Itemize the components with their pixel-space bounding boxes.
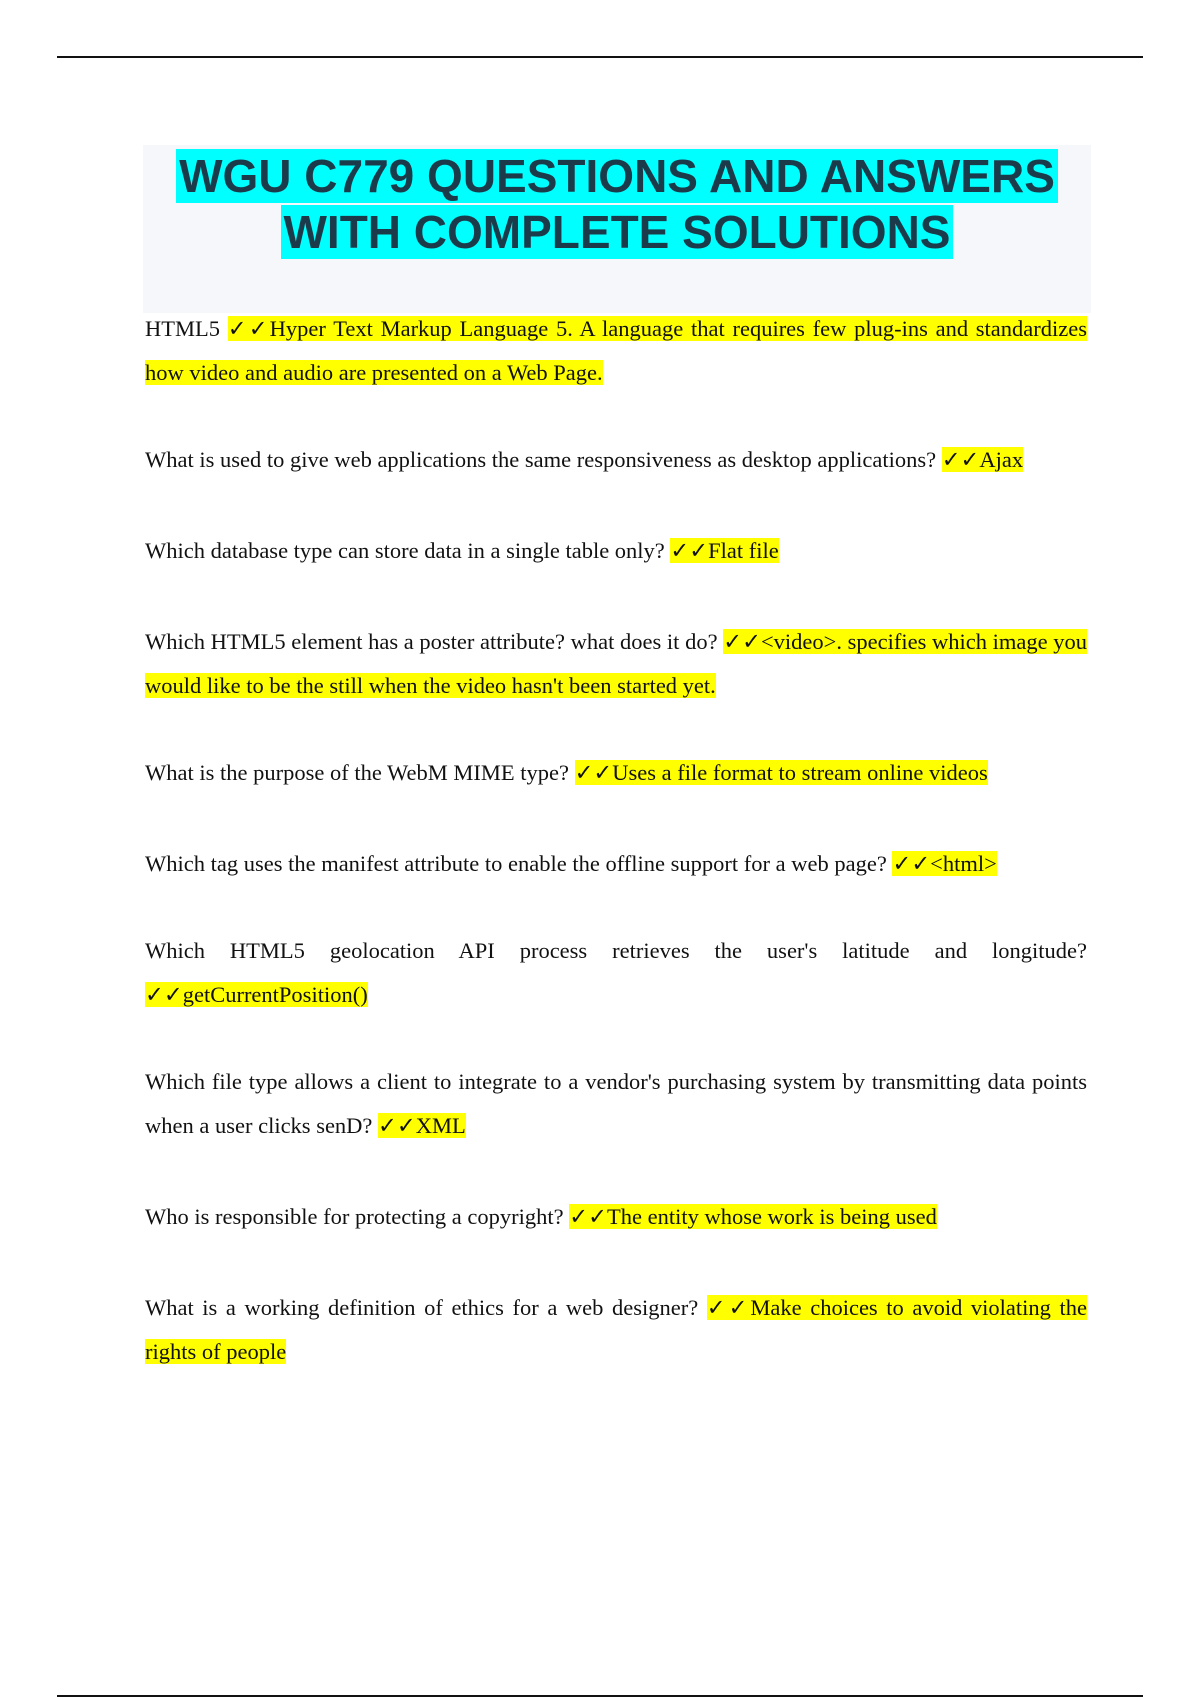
question-text: HTML5 bbox=[145, 316, 220, 341]
question-text: What is a working definition of ethics for a web designer? bbox=[145, 1295, 699, 1320]
footer-rule bbox=[57, 1695, 1143, 1697]
question-text: Which HTML5 geolocation API process retrieves the user's latitude and longitude? bbox=[145, 938, 1087, 963]
document-title-line-2: WITH COMPLETE SOLUTIONS bbox=[281, 205, 954, 259]
answer-text: ✓✓Hyper Text Markup Language 5. A language that requires few plug-ins and standardizes how video and audio are presented on a Web Page. bbox=[145, 316, 1088, 385]
qa-item-9 bbox=[145, 1195, 1087, 1239]
question-text: Which file type allows a client to integrate to a vendor's purchasing system by transmitting data points when a user clicks senD? bbox=[145, 1069, 1087, 1138]
title-block bbox=[143, 145, 1091, 313]
qa-item-8 bbox=[145, 1060, 1087, 1148]
qa-item-7 bbox=[145, 929, 1087, 1017]
answer-text: ✓✓Uses a file format to stream online videos bbox=[574, 760, 988, 785]
question-text: What is used to give web applications the same responsiveness as desktop applications? bbox=[145, 447, 937, 472]
answer-text: ✓✓<video>. specifies which image you would like to be the still when the video hasn't been started yet. bbox=[145, 629, 1087, 698]
header-rule bbox=[57, 56, 1143, 58]
answer-text: ✓✓The entity whose work is being used bbox=[569, 1204, 937, 1229]
question-text: What is the purpose of the WebM MIME type? bbox=[145, 760, 569, 785]
qa-item-1 bbox=[145, 307, 1087, 395]
answer-text: ✓✓Make choices to avoid violating the rights of people bbox=[145, 1295, 1087, 1364]
question-text: Who is responsible for protecting a copyright? bbox=[145, 1204, 564, 1229]
answer-text: ✓✓Flat file bbox=[670, 538, 779, 563]
qa-item-10 bbox=[145, 1286, 1087, 1374]
question-text: Which HTML5 element has a poster attribute? what does it do? bbox=[145, 629, 718, 654]
question-text: Which database type can store data in a single table only? bbox=[145, 538, 665, 563]
answer-text: ✓✓getCurrentPosition() bbox=[145, 982, 368, 1007]
answer-text: ✓✓<html> bbox=[892, 851, 997, 876]
answer-text: ✓✓Ajax bbox=[941, 447, 1024, 472]
answer-text: ✓✓XML bbox=[378, 1113, 466, 1138]
document-title-line-1: WGU C779 QUESTIONS AND ANSWERS bbox=[176, 149, 1058, 203]
qa-item-6 bbox=[145, 842, 1087, 886]
qa-item-2 bbox=[145, 438, 1087, 482]
qa-item-3 bbox=[145, 529, 1087, 573]
question-text: Which tag uses the manifest attribute to enable the offline support for a web page? bbox=[145, 851, 887, 876]
qa-item-5 bbox=[145, 751, 1087, 795]
qa-item-4 bbox=[145, 620, 1087, 708]
